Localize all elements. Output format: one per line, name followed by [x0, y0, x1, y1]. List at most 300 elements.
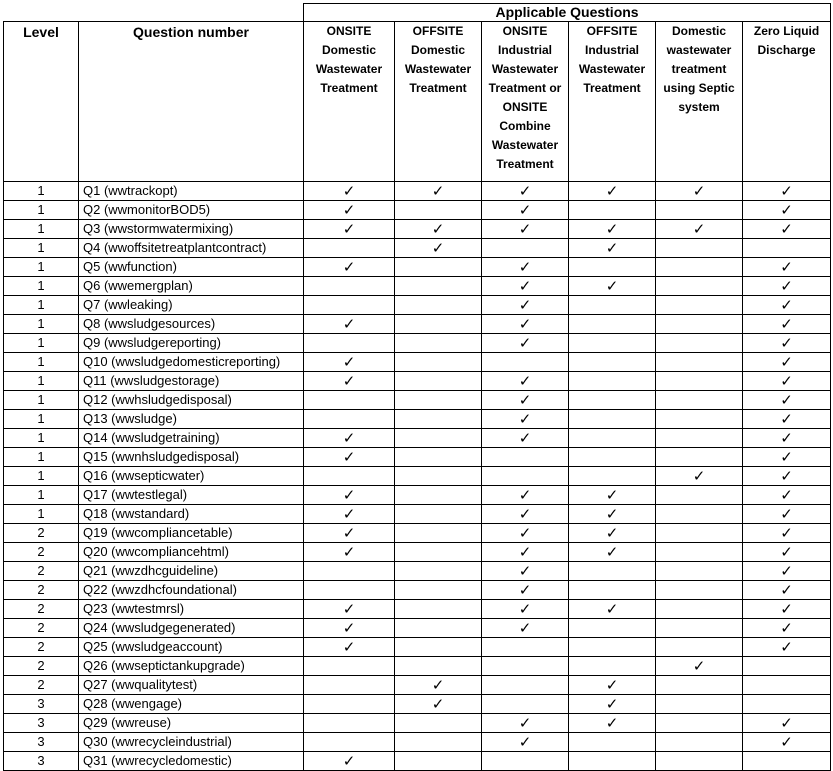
- onsite-industrial-cell: [482, 524, 569, 543]
- checkmark-icon: ✓: [780, 220, 793, 238]
- question-cell: Q30 (wwrecycleindustrial): [79, 733, 304, 752]
- level-cell: 2: [4, 619, 79, 638]
- level-cell: 1: [4, 467, 79, 486]
- offsite-industrial-cell: [569, 524, 656, 543]
- checkmark-icon: ✓: [518, 581, 532, 599]
- question-cell: Q6 (wwemergplan): [79, 277, 304, 296]
- question-cell: Q12 (wwhsludgedisposal): [79, 391, 304, 410]
- checkmark-icon: ✓: [518, 429, 532, 447]
- question-cell: Q19 (wwcompliancetable): [79, 524, 304, 543]
- septic-system-cell: [656, 467, 743, 486]
- checkmark-icon: ✓: [605, 505, 619, 523]
- checkmark-icon: ✓: [780, 277, 793, 295]
- checkmark-icon: ✓: [518, 486, 532, 504]
- septic-system-cell: [656, 277, 743, 296]
- level-cell: 1: [4, 410, 79, 429]
- zero-liquid-discharge-cell: [743, 239, 831, 258]
- onsite-industrial-cell: [482, 714, 569, 733]
- level-cell: 1: [4, 429, 79, 448]
- level-cell: 1: [4, 220, 79, 239]
- table-row: [4, 429, 831, 448]
- checkmark-icon: ✓: [342, 543, 356, 561]
- checkmark-icon: ✓: [780, 296, 793, 314]
- onsite-industrial-cell: [482, 505, 569, 524]
- offsite-industrial-cell: [569, 220, 656, 239]
- septic-system-cell: [656, 657, 743, 676]
- level-cell: 1: [4, 296, 79, 315]
- offsite-industrial-cell: [569, 543, 656, 562]
- septic-system-cell: [656, 353, 743, 372]
- table-row: [4, 239, 831, 258]
- onsite-industrial-cell: [482, 296, 569, 315]
- level-cell: 1: [4, 182, 79, 201]
- question-cell: Q8 (wwsludgesources): [79, 315, 304, 334]
- onsite-industrial-cell: [482, 410, 569, 429]
- level-cell: 1: [4, 239, 79, 258]
- offsite-domestic-cell: [395, 714, 482, 733]
- offsite-domestic-cell: [395, 657, 482, 676]
- checkmark-icon: ✓: [780, 486, 793, 504]
- onsite-domestic-cell: [304, 296, 395, 315]
- offsite-industrial-cell: [569, 467, 656, 486]
- onsite-industrial-cell: [482, 258, 569, 277]
- septic-system-cell: [656, 296, 743, 315]
- level-cell: 1: [4, 353, 79, 372]
- septic-system-cell: [656, 391, 743, 410]
- table-row: [4, 201, 831, 220]
- onsite-industrial-cell: [482, 277, 569, 296]
- septic-system-cell: [656, 619, 743, 638]
- offsite-domestic-cell: [395, 258, 482, 277]
- question-cell: Q26 (wwseptictankupgrade): [79, 657, 304, 676]
- offsite-industrial-cell: [569, 752, 656, 771]
- offsite-domestic-cell: [395, 334, 482, 353]
- checkmark-icon: ✓: [780, 201, 793, 219]
- question-cell: Q21 (wwzdhcguideline): [79, 562, 304, 581]
- septic-system-cell: [656, 733, 743, 752]
- offsite-industrial-cell: [569, 429, 656, 448]
- septic-system-cell: [656, 315, 743, 334]
- question-cell: Q2 (wwmonitorBOD5): [79, 201, 304, 220]
- checkmark-icon: ✓: [518, 334, 532, 352]
- table-row: [4, 695, 831, 714]
- table-row: [4, 562, 831, 581]
- offsite-industrial-cell: [569, 315, 656, 334]
- onsite-industrial-cell: [482, 657, 569, 676]
- checkmark-icon: ✓: [780, 315, 793, 333]
- table-row: [4, 752, 831, 771]
- offsite-industrial-cell: [569, 695, 656, 714]
- zero-liquid-discharge-cell: [743, 752, 831, 771]
- checkmark-icon: ✓: [342, 600, 356, 618]
- level-cell: 2: [4, 562, 79, 581]
- question-number-column-header: Question number: [79, 22, 304, 182]
- onsite-domestic-cell: [304, 277, 395, 296]
- onsite-industrial-cell: [482, 315, 569, 334]
- offsite-domestic-cell: [395, 638, 482, 657]
- zero-liquid-discharge-cell: [743, 695, 831, 714]
- checkmark-icon: ✓: [518, 600, 532, 618]
- offsite-domestic-cell: [395, 372, 482, 391]
- onsite-domestic-cell: [304, 486, 395, 505]
- table-body: [4, 182, 831, 771]
- offsite-domestic-cell: [395, 448, 482, 467]
- question-cell: Q24 (wwsludgegenerated): [79, 619, 304, 638]
- zero-liquid-discharge-cell: [743, 676, 831, 695]
- question-cell: Q13 (wwsludge): [79, 410, 304, 429]
- checkmark-icon: ✓: [431, 220, 445, 238]
- question-cell: Q11 (wwsludgestorage): [79, 372, 304, 391]
- onsite-industrial-cell: [482, 562, 569, 581]
- level-cell: 2: [4, 543, 79, 562]
- zero-liquid-discharge-cell: [743, 391, 831, 410]
- septic-system-cell: [656, 676, 743, 695]
- question-cell: Q25 (wwsludgeaccount): [79, 638, 304, 657]
- onsite-industrial-cell: [482, 676, 569, 695]
- septic-system-cell: [656, 505, 743, 524]
- onsite-industrial-cell: [482, 391, 569, 410]
- level-cell: 1: [4, 334, 79, 353]
- onsite-domestic-cell: [304, 258, 395, 277]
- checkmark-icon: ✓: [518, 562, 532, 580]
- onsite-domestic-cell: [304, 182, 395, 201]
- zero-liquid-discharge-cell: [743, 258, 831, 277]
- offsite-industrial-cell: [569, 410, 656, 429]
- checkmark-icon: ✓: [780, 410, 793, 428]
- checkmark-icon: ✓: [518, 524, 532, 542]
- checkmark-icon: ✓: [342, 638, 356, 656]
- table-row: [4, 277, 831, 296]
- septic-system-cell: [656, 695, 743, 714]
- onsite-domestic-cell: [304, 733, 395, 752]
- question-cell: Q29 (wwreuse): [79, 714, 304, 733]
- onsite-domestic-cell: [304, 315, 395, 334]
- zero-liquid-discharge-cell: [743, 220, 831, 239]
- onsite-domestic-cell: [304, 220, 395, 239]
- septic-system-cell: [656, 410, 743, 429]
- checkmark-icon: ✓: [605, 220, 619, 238]
- level-cell: 1: [4, 201, 79, 220]
- table-column-header-row: [4, 22, 831, 182]
- level-cell: 1: [4, 258, 79, 277]
- checkmark-icon: ✓: [518, 220, 532, 238]
- onsite-domestic-cell: [304, 581, 395, 600]
- level-cell: 1: [4, 486, 79, 505]
- offsite-domestic-cell: [395, 562, 482, 581]
- checkmark-icon: ✓: [780, 543, 793, 561]
- question-cell: Q15 (wwnhsludgedisposal): [79, 448, 304, 467]
- zero-liquid-discharge-cell: [743, 733, 831, 752]
- checkmark-icon: ✓: [431, 695, 445, 713]
- table-row: [4, 182, 831, 201]
- checkmark-icon: ✓: [605, 239, 619, 257]
- checkmark-icon: ✓: [518, 505, 532, 523]
- table-row: [4, 372, 831, 391]
- onsite-domestic-cell: [304, 353, 395, 372]
- checkmark-icon: ✓: [780, 372, 793, 390]
- zero-liquid-discharge-column-header: Zero Liquid Discharge: [743, 22, 831, 182]
- septic-system-cell: [656, 752, 743, 771]
- onsite-industrial-cell: [482, 619, 569, 638]
- table-row: [4, 467, 831, 486]
- onsite-domestic-cell: [304, 448, 395, 467]
- checkmark-icon: ✓: [780, 353, 793, 371]
- onsite-domestic-cell: [304, 695, 395, 714]
- zero-liquid-discharge-cell: [743, 182, 831, 201]
- level-cell: 1: [4, 277, 79, 296]
- checkmark-icon: ✓: [518, 714, 532, 732]
- question-cell: Q31 (wwrecycledomestic): [79, 752, 304, 771]
- checkmark-icon: ✓: [605, 600, 619, 618]
- offsite-domestic-cell: [395, 315, 482, 334]
- checkmark-icon: ✓: [780, 448, 793, 466]
- offsite-domestic-cell: [395, 467, 482, 486]
- checkmark-icon: ✓: [780, 638, 793, 656]
- checkmark-icon: ✓: [780, 334, 793, 352]
- table-row: [4, 733, 831, 752]
- septic-system-cell: [656, 429, 743, 448]
- checkmark-icon: ✓: [431, 676, 445, 694]
- septic-system-cell: [656, 714, 743, 733]
- onsite-industrial-cell: [482, 334, 569, 353]
- offsite-domestic-cell: [395, 600, 482, 619]
- table-row: [4, 619, 831, 638]
- checkmark-icon: ✓: [780, 524, 793, 542]
- onsite-industrial-cell: [482, 372, 569, 391]
- checkmark-icon: ✓: [780, 182, 793, 200]
- table-row: [4, 676, 831, 695]
- offsite-industrial-cell: [569, 277, 656, 296]
- onsite-domestic-cell: [304, 524, 395, 543]
- septic-system-cell: [656, 448, 743, 467]
- offsite-industrial-column-header: OFFSITE Industrial Wastewater Treatment: [569, 22, 656, 182]
- offsite-domestic-cell: [395, 524, 482, 543]
- checkmark-icon: ✓: [342, 429, 356, 447]
- zero-liquid-discharge-cell: [743, 562, 831, 581]
- offsite-industrial-cell: [569, 638, 656, 657]
- offsite-domestic-cell: [395, 486, 482, 505]
- table-row: [4, 600, 831, 619]
- onsite-industrial-cell: [482, 695, 569, 714]
- zero-liquid-discharge-cell: [743, 543, 831, 562]
- offsite-industrial-cell: [569, 448, 656, 467]
- onsite-domestic-cell: [304, 429, 395, 448]
- checkmark-icon: ✓: [518, 391, 532, 409]
- table-row: [4, 220, 831, 239]
- offsite-domestic-cell: [395, 296, 482, 315]
- table-row: [4, 353, 831, 372]
- offsite-domestic-cell: [395, 391, 482, 410]
- septic-system-cell: [656, 562, 743, 581]
- offsite-industrial-cell: [569, 657, 656, 676]
- septic-system-cell: [656, 638, 743, 657]
- checkmark-icon: ✓: [605, 524, 619, 542]
- checkmark-icon: ✓: [605, 695, 619, 713]
- onsite-industrial-cell: [482, 429, 569, 448]
- offsite-domestic-cell: [395, 733, 482, 752]
- blank-header-cell: [4, 4, 304, 22]
- question-cell: Q3 (wwstormwatermixing): [79, 220, 304, 239]
- table-row: [4, 657, 831, 676]
- offsite-domestic-cell: [395, 201, 482, 220]
- level-cell: 2: [4, 524, 79, 543]
- offsite-domestic-cell: [395, 676, 482, 695]
- checkmark-icon: ✓: [518, 543, 532, 561]
- onsite-domestic-cell: [304, 239, 395, 258]
- checkmark-icon: ✓: [431, 239, 445, 257]
- question-cell: Q22 (wwzdhcfoundational): [79, 581, 304, 600]
- level-cell: 2: [4, 676, 79, 695]
- checkmark-icon: ✓: [342, 201, 356, 219]
- onsite-industrial-cell: [482, 239, 569, 258]
- offsite-domestic-cell: [395, 695, 482, 714]
- offsite-domestic-cell: [395, 581, 482, 600]
- table-row: [4, 448, 831, 467]
- offsite-domestic-cell: [395, 239, 482, 258]
- offsite-domestic-cell: [395, 505, 482, 524]
- offsite-domestic-cell: [395, 410, 482, 429]
- checkmark-icon: ✓: [605, 676, 619, 694]
- offsite-industrial-cell: [569, 391, 656, 410]
- level-cell: 3: [4, 733, 79, 752]
- table-row: [4, 486, 831, 505]
- offsite-industrial-cell: [569, 562, 656, 581]
- checkmark-icon: ✓: [780, 429, 793, 447]
- offsite-industrial-cell: [569, 334, 656, 353]
- offsite-industrial-cell: [569, 372, 656, 391]
- zero-liquid-discharge-cell: [743, 296, 831, 315]
- checkmark-icon: ✓: [780, 733, 793, 751]
- level-cell: 1: [4, 505, 79, 524]
- zero-liquid-discharge-cell: [743, 619, 831, 638]
- checkmark-icon: ✓: [605, 486, 619, 504]
- onsite-industrial-cell: [482, 220, 569, 239]
- question-cell: Q5 (wwfunction): [79, 258, 304, 277]
- table-row: [4, 505, 831, 524]
- applicable-questions-table: [3, 3, 831, 771]
- checkmark-icon: ✓: [605, 543, 619, 561]
- level-cell: 2: [4, 581, 79, 600]
- question-cell: Q16 (wwsepticwater): [79, 467, 304, 486]
- offsite-domestic-cell: [395, 619, 482, 638]
- zero-liquid-discharge-cell: [743, 201, 831, 220]
- onsite-domestic-cell: [304, 657, 395, 676]
- level-cell: 1: [4, 391, 79, 410]
- onsite-domestic-cell: [304, 676, 395, 695]
- septic-system-cell: [656, 543, 743, 562]
- zero-liquid-discharge-cell: [743, 315, 831, 334]
- checkmark-icon: ✓: [692, 220, 706, 238]
- question-cell: Q20 (wwcompliancehtml): [79, 543, 304, 562]
- septic-system-cell: [656, 486, 743, 505]
- zero-liquid-discharge-cell: [743, 467, 831, 486]
- level-cell: 1: [4, 372, 79, 391]
- onsite-domestic-cell: [304, 410, 395, 429]
- applicable-questions-header: Applicable Questions: [304, 4, 831, 22]
- checkmark-icon: ✓: [780, 258, 793, 276]
- checkmark-icon: ✓: [518, 733, 532, 751]
- checkmark-icon: ✓: [518, 182, 532, 200]
- offsite-industrial-cell: [569, 182, 656, 201]
- checkmark-icon: ✓: [342, 524, 356, 542]
- onsite-industrial-cell: [482, 467, 569, 486]
- onsite-industrial-cell: [482, 638, 569, 657]
- level-column-header: Level: [4, 22, 79, 182]
- zero-liquid-discharge-cell: [743, 600, 831, 619]
- table-row: [4, 296, 831, 315]
- onsite-domestic-cell: [304, 752, 395, 771]
- checkmark-icon: ✓: [780, 619, 793, 637]
- onsite-industrial-cell: [482, 733, 569, 752]
- septic-system-cell: [656, 239, 743, 258]
- question-cell: Q7 (wwleaking): [79, 296, 304, 315]
- question-cell: Q18 (wwstandard): [79, 505, 304, 524]
- offsite-domestic-cell: [395, 182, 482, 201]
- onsite-industrial-cell: [482, 581, 569, 600]
- onsite-industrial-cell: [482, 752, 569, 771]
- checkmark-icon: ✓: [342, 258, 356, 276]
- checkmark-icon: ✓: [692, 182, 706, 200]
- question-cell: Q14 (wwsludgetraining): [79, 429, 304, 448]
- offsite-industrial-cell: [569, 676, 656, 695]
- septic-system-cell: [656, 201, 743, 220]
- offsite-domestic-cell: [395, 543, 482, 562]
- zero-liquid-discharge-cell: [743, 657, 831, 676]
- table-row: [4, 524, 831, 543]
- checkmark-icon: ✓: [780, 581, 793, 599]
- zero-liquid-discharge-cell: [743, 638, 831, 657]
- checkmark-icon: ✓: [780, 600, 793, 618]
- onsite-domestic-cell: [304, 201, 395, 220]
- checkmark-icon: ✓: [780, 391, 793, 409]
- offsite-industrial-cell: [569, 486, 656, 505]
- zero-liquid-discharge-cell: [743, 524, 831, 543]
- checkmark-icon: ✓: [342, 752, 356, 770]
- zero-liquid-discharge-cell: [743, 334, 831, 353]
- offsite-industrial-cell: [569, 733, 656, 752]
- offsite-domestic-cell: [395, 752, 482, 771]
- zero-liquid-discharge-cell: [743, 448, 831, 467]
- onsite-industrial-cell: [482, 182, 569, 201]
- level-cell: 2: [4, 638, 79, 657]
- question-cell: Q28 (wwengage): [79, 695, 304, 714]
- level-cell: 3: [4, 752, 79, 771]
- onsite-domestic-cell: [304, 505, 395, 524]
- offsite-domestic-cell: [395, 277, 482, 296]
- septic-system-cell: [656, 600, 743, 619]
- question-cell: Q23 (wwtestmrsl): [79, 600, 304, 619]
- zero-liquid-discharge-cell: [743, 505, 831, 524]
- level-cell: 2: [4, 600, 79, 619]
- checkmark-icon: ✓: [692, 467, 706, 485]
- checkmark-icon: ✓: [518, 410, 532, 428]
- septic-system-cell: [656, 182, 743, 201]
- checkmark-icon: ✓: [342, 315, 356, 333]
- checkmark-icon: ✓: [518, 315, 532, 333]
- onsite-domestic-cell: [304, 391, 395, 410]
- checkmark-icon: ✓: [518, 258, 532, 276]
- level-cell: 1: [4, 448, 79, 467]
- zero-liquid-discharge-cell: [743, 372, 831, 391]
- offsite-industrial-cell: [569, 505, 656, 524]
- level-cell: 3: [4, 714, 79, 733]
- offsite-industrial-cell: [569, 239, 656, 258]
- zero-liquid-discharge-cell: [743, 429, 831, 448]
- checkmark-icon: ✓: [780, 505, 793, 523]
- checkmark-icon: ✓: [342, 220, 356, 238]
- zero-liquid-discharge-cell: [743, 277, 831, 296]
- offsite-domestic-cell: [395, 353, 482, 372]
